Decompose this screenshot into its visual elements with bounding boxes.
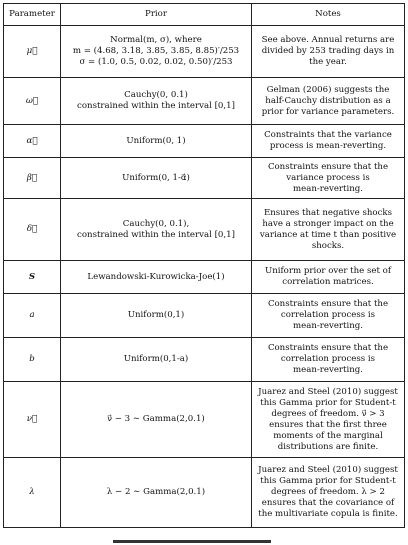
cell-notes	[252, 338, 405, 382]
notes-line: half-Cauchy distribution as a	[265, 95, 391, 106]
notes-line: Constraints ensure that the	[267, 299, 389, 309]
parameter-symbol: μ⃗	[26, 46, 38, 56]
prior-line: Lewandowski-Kurowicka-Joe(1)	[87, 271, 225, 282]
notes-line: divided by 253 trading days in	[261, 46, 395, 56]
prior-line: Uniform(0, 1)	[126, 135, 186, 146]
bottom-rule	[113, 540, 271, 543]
notes-line: Constraints ensure that the	[267, 161, 389, 172]
table-row	[4, 199, 405, 261]
cell-parameter	[4, 199, 61, 261]
prior-line: Uniform(0,1-a)	[123, 354, 189, 364]
notes-line: correlation matrices.	[282, 277, 374, 287]
notes-line: this Gamma prior for Student-t	[260, 476, 396, 486]
prior-line: Cauchy(0, 0.1),	[122, 218, 190, 229]
prior-line: constrained within the interval [0,1]	[77, 101, 235, 111]
cell-notes	[252, 78, 405, 125]
cell-prior	[61, 78, 252, 125]
cell-parameter	[4, 158, 61, 199]
prior-line: ν⃗ − 3 ∼ Gamma(2,0.1)	[107, 414, 205, 424]
cell-notes	[252, 158, 405, 199]
cell-notes	[252, 382, 405, 458]
priors-table	[3, 3, 405, 528]
cell-parameter	[4, 458, 61, 528]
prior-line: constrained within the interval [0,1]	[77, 229, 235, 240]
notes-line: this Gamma prior for Student-t	[260, 397, 396, 408]
prior-line: Cauchy(0, 0.1)	[124, 90, 188, 100]
notes-line: distributions are finite.	[277, 441, 379, 452]
cell-parameter	[4, 26, 61, 78]
cell-prior	[61, 158, 252, 199]
cell-notes	[252, 26, 405, 78]
notes-line: correlation process is	[280, 310, 376, 320]
table-body	[4, 26, 405, 528]
notes-line: variance at time t than positive	[259, 229, 397, 240]
notes-line: the multivariate copula is finite.	[258, 509, 398, 519]
notes-line: Uniform prior over the set of	[264, 266, 392, 276]
notes-line: prior for variance parameters.	[261, 106, 395, 117]
parameter-symbol: α⃗	[26, 135, 38, 146]
table-row	[4, 78, 405, 125]
table-row	[4, 261, 405, 294]
cell-notes	[252, 294, 405, 338]
cell-notes	[252, 458, 405, 528]
prior-line: m = (4.68, 3.18, 3.85, 3.85, 8.85)′/253	[72, 46, 240, 56]
cell-prior	[61, 199, 252, 261]
notes-line: mean-reverting.	[292, 365, 363, 375]
notes-line: mean-reverting.	[292, 321, 363, 331]
notes-line: mean-reverting.	[292, 183, 363, 194]
notes-line: ensures that the covariance of	[261, 498, 395, 508]
notes-line: ensures that the first three	[269, 419, 387, 430]
cell-parameter	[4, 382, 61, 458]
cell-notes	[252, 125, 405, 158]
header-prior: Prior	[61, 4, 252, 26]
table-row	[4, 294, 405, 338]
notes-line: Ensures that negative shocks	[263, 207, 393, 218]
cell-notes	[252, 199, 405, 261]
notes-line: Gelman (2006) suggests the	[266, 84, 390, 95]
cell-prior	[61, 26, 252, 78]
header-parameter: Parameter	[4, 4, 61, 26]
table-row	[4, 338, 405, 382]
prior-line: Uniform(0, 1-α⃗)	[122, 172, 190, 183]
cell-prior	[61, 294, 252, 338]
parameter-symbol: ν⃗	[26, 414, 38, 424]
notes-line: correlation process is	[280, 354, 376, 364]
table-row	[4, 125, 405, 158]
cell-prior	[61, 125, 252, 158]
header-notes: Notes	[252, 4, 405, 26]
header-row	[4, 4, 405, 26]
prior-line: λ − 2 ∼ Gamma(2,0.1)	[106, 487, 206, 497]
notes-line: have a stronger impact on the	[262, 218, 394, 229]
prior-line: Normal(m, σ), where	[110, 35, 202, 45]
notes-line: See above. Annual returns are	[261, 35, 395, 45]
cell-prior	[61, 261, 252, 294]
parameter-symbol: b	[29, 354, 35, 364]
notes-line: the year.	[309, 57, 347, 67]
notes-line: moments of the marginal	[273, 430, 383, 441]
cell-prior	[61, 338, 252, 382]
notes-line: shocks.	[311, 240, 345, 251]
table-row	[4, 458, 405, 528]
cell-notes	[252, 261, 405, 294]
cell-parameter	[4, 338, 61, 382]
parameter-symbol: λ	[29, 487, 35, 497]
notes-line: process is mean-reverting.	[269, 141, 387, 151]
notes-line: degrees of freedom. ν⃗ > 3	[271, 408, 385, 419]
prior-line: Uniform(0,1)	[127, 310, 185, 320]
notes-line: Juarez and Steel (2010) suggest	[258, 386, 398, 397]
notes-line: Juarez and Steel (2010) suggest	[258, 465, 398, 475]
parameter-symbol: a	[29, 310, 35, 320]
cell-prior	[61, 458, 252, 528]
notes-line: Constraints that the variance	[264, 130, 392, 140]
parameter-symbol: β⃗	[26, 172, 38, 183]
notes-line: Constraints ensure that the	[267, 343, 389, 353]
parameter-symbol: ω⃗	[25, 95, 39, 106]
notes-line: variance process is	[286, 172, 370, 183]
cell-parameter	[4, 78, 61, 125]
prior-line: σ = (1.0, 0.5, 0.02, 0.02, 0.50)′/253	[79, 57, 233, 67]
parameter-symbol: δ⃗	[26, 224, 38, 234]
notes-line: degrees of freedom. λ > 2	[271, 487, 385, 497]
cell-prior	[61, 382, 252, 458]
table-row	[4, 158, 405, 199]
table-row	[4, 382, 405, 458]
cell-parameter	[4, 294, 61, 338]
cell-parameter	[4, 261, 61, 294]
parameter-symbol: S	[28, 271, 36, 282]
cell-parameter	[4, 125, 61, 158]
table-row	[4, 26, 405, 78]
